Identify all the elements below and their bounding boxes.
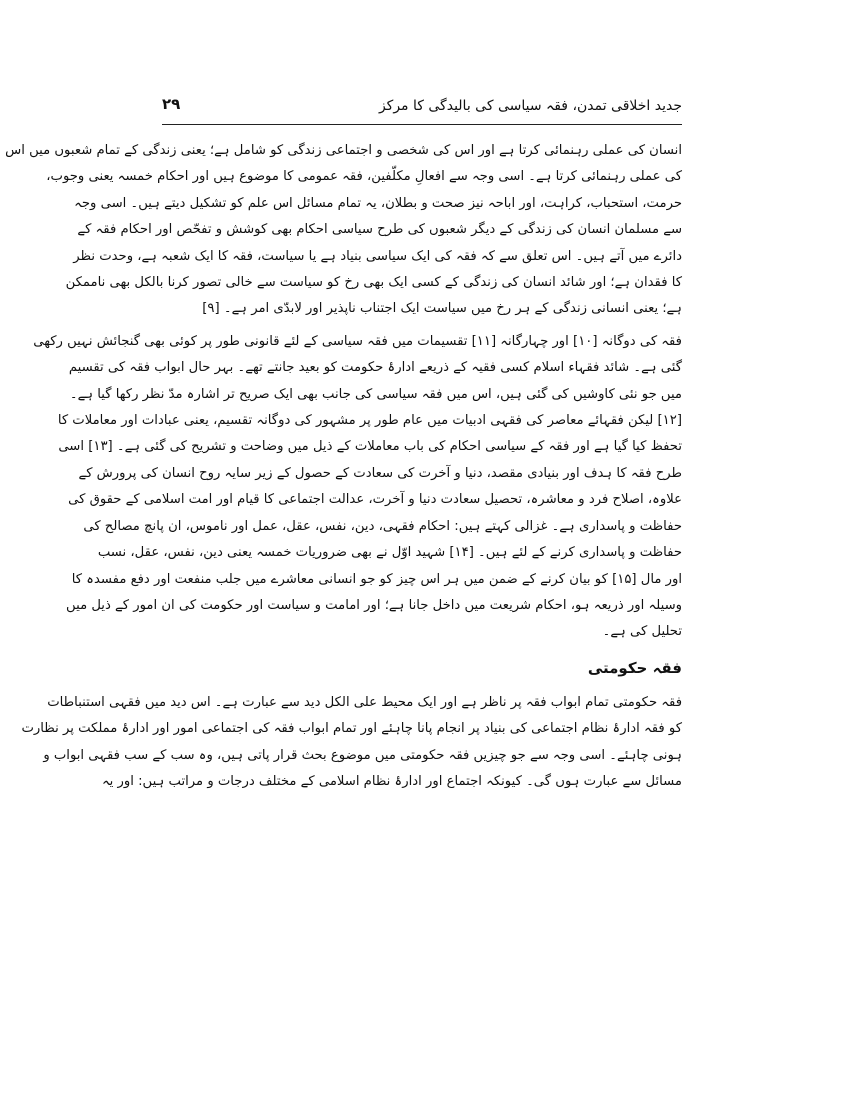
text-line: دائرے میں آتے ہیں۔ اس تعلق سے کہ فقہ کی ایک سیاسی بنیاد ہے یا سیاست، فقہ کا ایک شعبہ ہے، وحدت نظر bbox=[73, 248, 682, 264]
text-line: کی عملی رہنمائی کرتا ہے۔ اسی وجہ سے افعالِ مکلّفین، فقہ عمومی کا موضوع ہیں اور احکام خمسہ یعنی وجوب، bbox=[46, 169, 682, 185]
text-line: علاوہ، اصلاح فرد و معاشرہ، تحصیل سعادت دنیا و آخرت، عدالت اجتماعی کا قیام اور امت اسلامی کے حقوق کی bbox=[68, 492, 682, 508]
text-line: کا فقدان ہے؛ اور شائد انسان کی زندگی کے کسی ایک بھی رخ کو سیاست سے خالی تصور کرنا بالکل بھی ناممکن bbox=[65, 275, 682, 291]
text-line: اور مال [۱۵] کو بیان کرنے کے ضمن میں ہر اس چیز کو جو انسانی معاشرے میں جلب منفعت اور دفع مفسدہ کا bbox=[71, 571, 682, 587]
text-line: سے مسلمان انسان کی زندگی کے دیگر شعبوں کی طرح سیاسی احکام بھی کوشش و تفحّص اور احکام فقہ کے bbox=[77, 222, 682, 238]
running-title: جدید اخلاقی تمدن، فقہ سیاسی کی بالیدگی کا مرکز bbox=[378, 98, 682, 114]
section-heading: فقہ حکومتی bbox=[587, 658, 682, 677]
text-line: طرح فقہ کا ہدف اور بنیادی مقصد، دنیا و آخرت کی سعادت کے حصول کے زیر سایہ روح انسان کی پرورش کے bbox=[78, 465, 682, 481]
text-line: [۱۲] لیکن فقہائے معاصر کی فقہی ادبیات میں عام طور پر مشہور کی دوگانہ تقسیم، یعنی عبادات اور معاملات کا bbox=[57, 413, 682, 429]
body-text bbox=[5, 138, 682, 801]
paragraph-politics-in-fiqh bbox=[5, 138, 682, 323]
text-line: حرمت، استحباب، کراہت، اور اباحہ نیز صحت و بطلان، یہ تمام مسائل اس علم کو تشکیل دیتے ہیں۔ اسی وجہ bbox=[74, 195, 682, 211]
text-line: تحلیل کی ہے۔ bbox=[602, 624, 682, 640]
text-line: کو فقہ ادارۂ نظام اجتماعی کی بنیاد پر انجام پانا چاہئے اور تمام ابواب فقہ کی اجتماعی امور اور ادارۂ مملکت پر نظارت bbox=[21, 721, 682, 737]
text-line: مسائل سے عبارت ہوں گی۔ کیونکہ اجتماع اور ادارۂ نظام اسلامی کے مختلف درجات و مراتب ہیں: اور یہ bbox=[101, 773, 682, 789]
paragraph-fiqh-divisions bbox=[33, 329, 682, 646]
text-line: حفاظت و پاسداری ہے۔ غزالی کہتے ہیں: احکام فقہی، دین، نفس، عقل، عمل اور ناموس، ان پانچ مصالح کی bbox=[83, 518, 682, 534]
text-line: فقہ کی دوگانہ [۱۰] اور چہارگانہ [۱۱] تقسیمات میں فقہ سیاسی کے لئے قانونی طور پر کوئی بھی گنجائش نہیں رکھی bbox=[33, 333, 682, 349]
text-line: حفاظت و پاسداری کرنے کے لئے ہیں۔ [۱۴] شہید اوّل نے بھی ضروریات خمسہ یعنی دین، نفس، عقل، نسب bbox=[97, 545, 682, 561]
page-header bbox=[162, 92, 682, 122]
text-line: انسان کی عملی رہنمائی کرتا ہے اور اس کی شخصی و اجتماعی زندگی کو شامل ہے؛ یعنی زندگی کے تمام شعبوں میں اس bbox=[5, 143, 682, 158]
text-line: فقہ حکومتی تمام ابواب فقہ پر ناظر ہے اور ایک محیط علی الکل دید سے عبارت ہے۔ اس دید میں فقہی استنباطات bbox=[47, 694, 682, 710]
text-line: ہونی چاہئے۔ اسی وجہ سے جو چیزیں فقہ حکومتی میں موضوع بحث قرار پاتی ہیں، وہ سب کے سب فقہی ابواب و bbox=[43, 747, 682, 763]
text-line: وسیلہ اور ذریعہ ہو، احکام شریعت میں داخل جانا ہے؛ اور امامت و سیاست اور حکومت کی ان امور کے ذیل میں bbox=[66, 597, 682, 613]
text-line: گئی ہے۔ شائد فقہاء اسلام کسی فقیہ کے ذریعے ادارۂ حکومت کو بعید جانتے تھے۔ بہر حال ابواب فقہ کی تقسیم bbox=[68, 360, 682, 376]
text-line: ہے؛ یعنی انسانی زندگی کے ہر رخ میں سیاست ایک اجتناب ناپذیر اور لابدّی امر ہے۔ [۹] bbox=[202, 301, 682, 317]
page-number: ۲۹ bbox=[162, 95, 181, 113]
paragraph-governmental-fiqh bbox=[21, 690, 682, 796]
text-line: میں جو نئی کاوشیں کی گئی ہیں، اس میں فقہ سیاسی کی جانب بھی ایک صریح تر اشارہ مدّ نظر رکھا گیا ہے۔ bbox=[69, 386, 682, 402]
header-divider bbox=[162, 124, 682, 125]
text-line: تحفظ کیا گیا ہے اور فقہ کے سیاسی احکام کی باب معاملات کے ذیل میں وضاحت و تشریح کی گئی ہے۔ [۱۳] اسی bbox=[58, 439, 682, 455]
